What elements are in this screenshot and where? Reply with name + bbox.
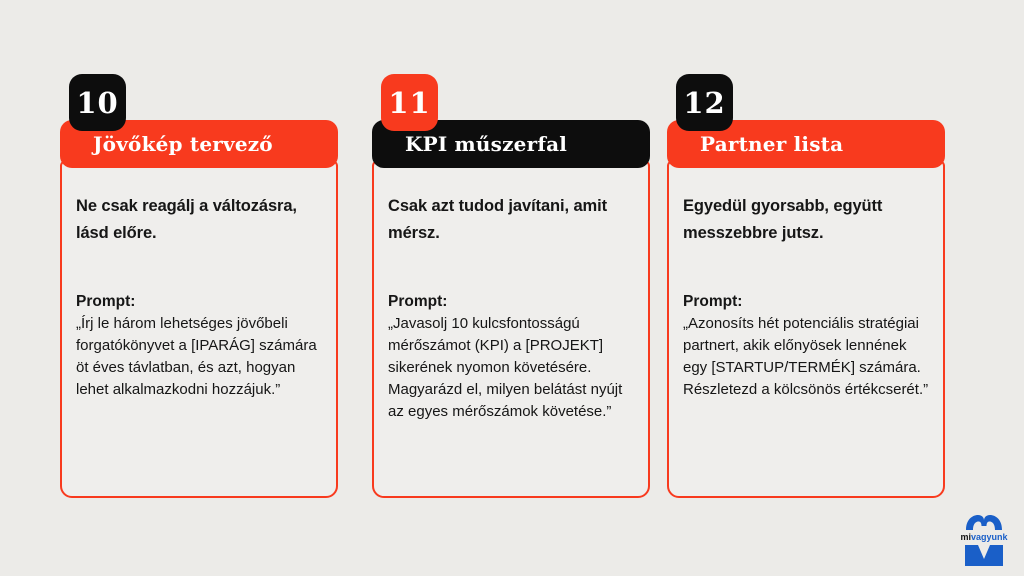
svg-text:mivagyunk: mivagyunk xyxy=(960,532,1008,542)
prompt-text: „Írj le három lehetséges jövőbeli forgatókönyvet a [IPARÁG] számára öt éves távlatban, és azt, hogyan lehet alkalmazkodni hozzájuk.” xyxy=(76,315,317,398)
prompt-text: „Javasolj 10 kulcsfontosságú mérőszámot (KPI) a [PROJEKT] sikerének nyomon követésére. Magyarázd el, milyen belátást nyújt az egyes mérőszámok követése.” xyxy=(388,315,623,420)
card-number-badge: 11 xyxy=(381,74,438,131)
prompt-text: „Azonosíts hét potenciális stratégiai partnert, akik előnyösek lennének egy [STARTUP/TERMÉK] számára. Részletezd a kölcsönös értékcserét.” xyxy=(683,315,929,398)
card-number-badge: 10 xyxy=(69,74,126,131)
prompt-label: Prompt: xyxy=(76,293,136,310)
prompt-label: Prompt: xyxy=(388,293,448,310)
mivagyunk-logo xyxy=(959,509,1009,567)
prompt-card-10 xyxy=(60,74,338,498)
prompt-card-11 xyxy=(372,74,650,498)
mivagyunk-logo-icon xyxy=(959,509,1009,567)
prompt-label: Prompt: xyxy=(683,293,743,310)
card-body xyxy=(60,160,338,498)
card-tagline: Egyedül gyorsabb, együtt messzebbre jutsz. xyxy=(683,197,883,242)
card-body xyxy=(372,160,650,498)
card-body xyxy=(667,160,945,498)
card-title: Partner lista xyxy=(700,132,844,156)
card-tagline: Ne csak reagálj a változásra, lásd előre. xyxy=(76,197,297,242)
prompt-card-12 xyxy=(667,74,945,498)
card-tagline: Csak azt tudod javítani, amit mérsz. xyxy=(388,197,607,242)
card-title: Jövőkép tervező xyxy=(93,132,273,156)
card-number-badge: 12 xyxy=(676,74,733,131)
card-title: KPI műszerfal xyxy=(405,132,568,156)
